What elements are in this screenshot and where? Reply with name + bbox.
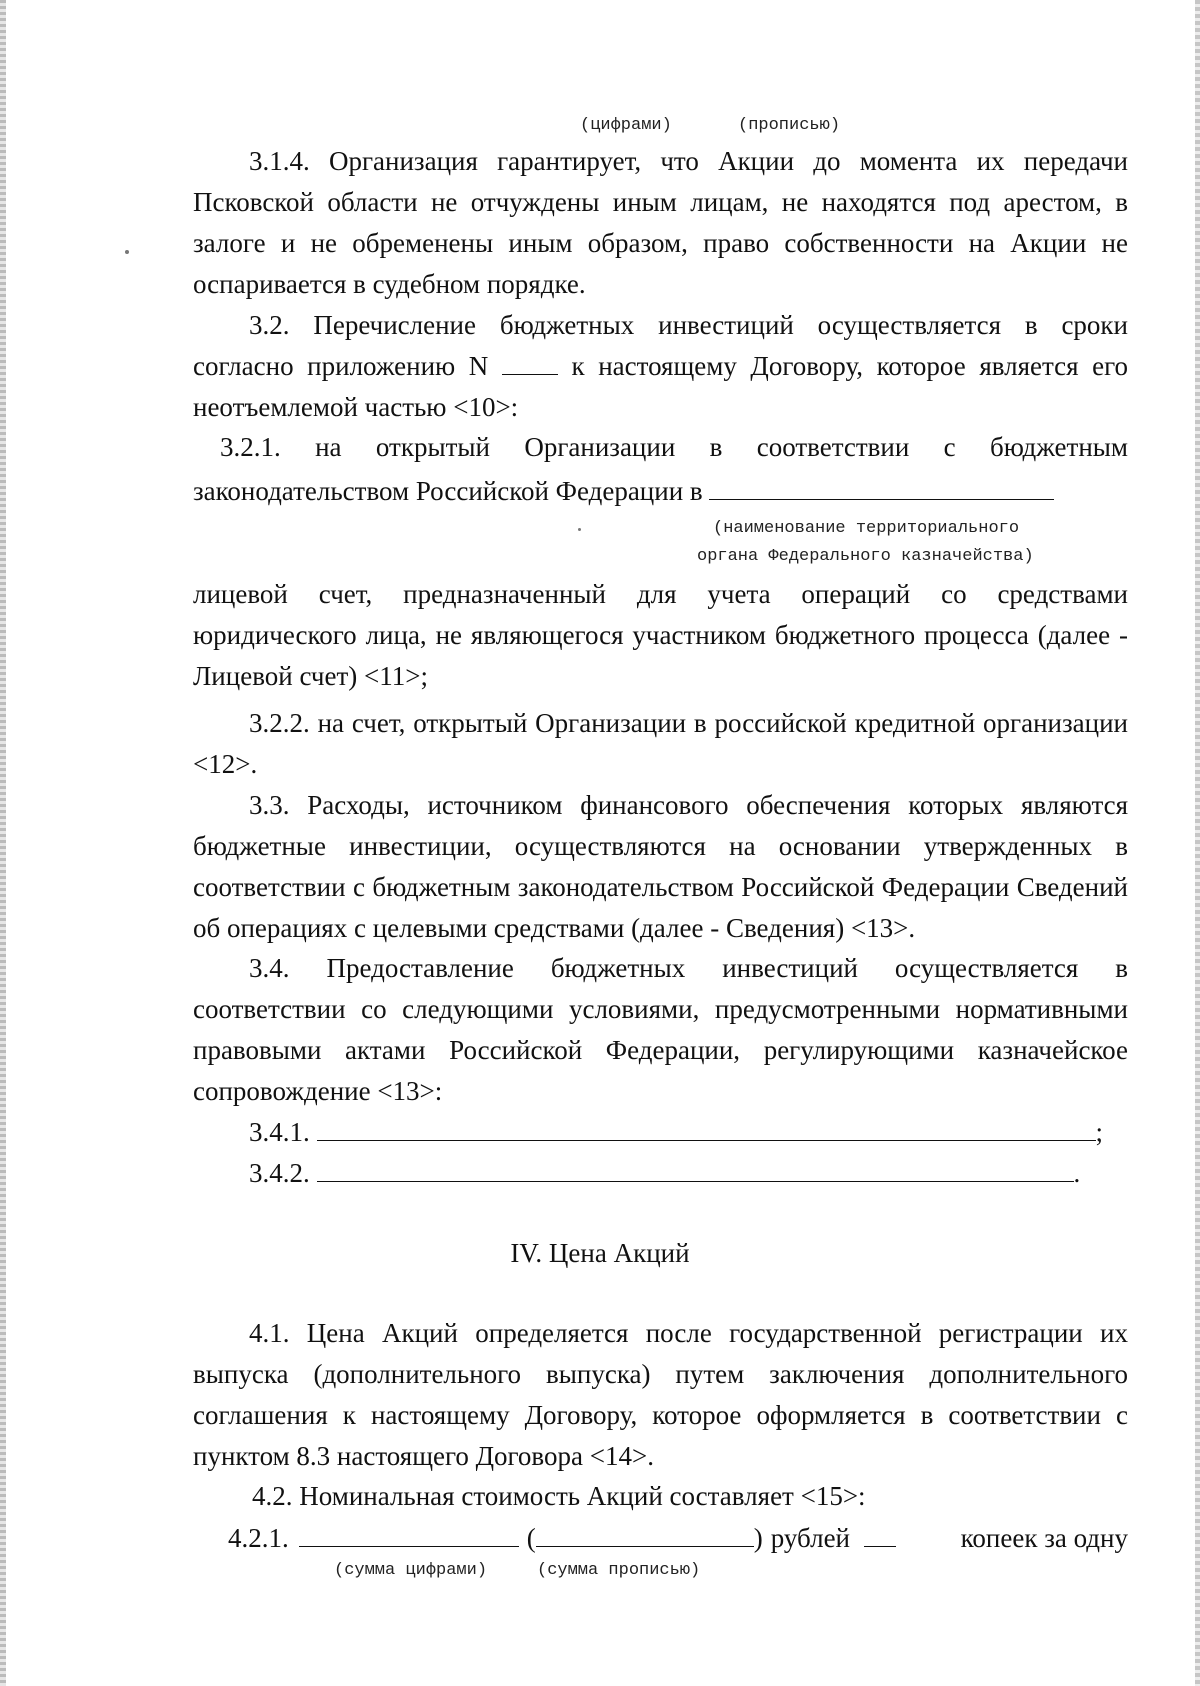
section-iv-title: IV. Цена Акций bbox=[510, 1238, 690, 1268]
scan-edge-left bbox=[0, 0, 6, 1686]
line-4-2-1 bbox=[228, 1518, 1128, 1559]
paragraph-4-1: 4.1. Цена Акций определяется после государственной регистрации их выпуска (дополнительного выпуска) путем заключения дополнительного соглашения к настоящему Договору, которое оформляется в соответствии с пунктом 8.3 настоящего Договора <14>. bbox=[193, 1318, 1128, 1471]
caption-treasury-line2: органа Федерального казначейства) bbox=[697, 547, 1034, 566]
item-3-4-1-end: ; bbox=[1095, 1117, 1104, 1147]
caption-treasury-line1: (наименование территориального bbox=[713, 519, 1020, 538]
caption-words-top: (прописью) bbox=[738, 116, 841, 135]
treasury-name-blank bbox=[709, 472, 1054, 500]
caption-sum-digits: (сумма цифрами) bbox=[334, 1561, 488, 1580]
caption-digits-top: (цифрами) bbox=[580, 116, 672, 135]
caption-sum-words: (сумма прописью) bbox=[537, 1561, 701, 1580]
item-3-4-1-label: 3.4.1. bbox=[249, 1117, 310, 1147]
item-3-4-2-end: . bbox=[1073, 1158, 1081, 1188]
paragraph-4-2: 4.2. Номинальная стоимость Акций составляет <15>: bbox=[252, 1481, 866, 1511]
paragraph-3-1-4: 3.1.4. Организация гарантирует, что Акции до момента их передачи Псковской области не отчуждены иным лицам, не находятся под арестом, в залоге и не обременены иным образом, право собственности на Акции не оспаривается в судебном порядке. bbox=[193, 146, 1128, 299]
kopecks-blank bbox=[864, 1519, 896, 1547]
paragraph-3-2-1-line2 bbox=[193, 471, 1054, 512]
line-4-2-1-label: 4.2.1. bbox=[228, 1523, 289, 1553]
paragraph-3-2-1: 3.2.1. на открытый Организации в соответствии с бюджетным bbox=[220, 432, 1128, 462]
paragraph-3-2-1-line2-text: законодательством Российской Федерации в bbox=[193, 476, 703, 506]
scan-speck bbox=[578, 528, 581, 531]
paragraph-3-2-text-cont: к настоящему Договору, которое является его неотъемлемой частью <10>: bbox=[193, 351, 1129, 422]
sum-words-blank bbox=[536, 1519, 754, 1547]
scan-speck bbox=[125, 250, 129, 254]
condition-1-blank bbox=[317, 1113, 1096, 1141]
condition-2-blank bbox=[317, 1154, 1074, 1182]
kopecks-tail-text: копеек за одну bbox=[960, 1523, 1128, 1553]
paragraph-3-2 bbox=[193, 305, 1128, 428]
paragraph-3-2-1-cont: лицевой счет, предназначенный для учета операций со средствами юридического лица, не являющегося участником бюджетного процесса (далее - Лицевой счет) <11>; bbox=[193, 579, 1128, 691]
paragraph-3-2-text: 3.2. Перечисление бюджетных инвестиций осуществляется в сроки согласно приложению N bbox=[193, 310, 1128, 381]
paragraph-3-3: 3.3. Расходы, источником финансового обеспечения которых являются бюджетные инвестиции, осуществляются на основании утвержденных в соответствии с бюджетным законодательством Российской Федерации Сведений об операциях с целевыми средствами (далее - Сведения) <13>. bbox=[193, 790, 1128, 943]
paragraph-3-2-2: 3.2.2. на счет, открытый Организации в российской кредитной организации <12>. bbox=[193, 708, 1128, 779]
appendix-number-blank bbox=[502, 347, 558, 375]
scan-edge-right bbox=[1195, 0, 1200, 1686]
item-3-4-2 bbox=[249, 1153, 1080, 1194]
close-paren: ) bbox=[753, 1523, 763, 1553]
rubles-label: рублей bbox=[770, 1523, 851, 1553]
open-paren: ( bbox=[526, 1523, 536, 1553]
sum-digits-blank bbox=[299, 1519, 519, 1547]
paragraph-3-4: 3.4. Предоставление бюджетных инвестиций осуществляется в соответствии со следующими условиями, предусмотренными нормативными правовыми актами Российской Федерации, регулирующими казначейское сопровождение <13>: bbox=[193, 953, 1128, 1106]
item-3-4-1 bbox=[249, 1112, 1103, 1153]
item-3-4-2-label: 3.4.2. bbox=[249, 1158, 310, 1188]
